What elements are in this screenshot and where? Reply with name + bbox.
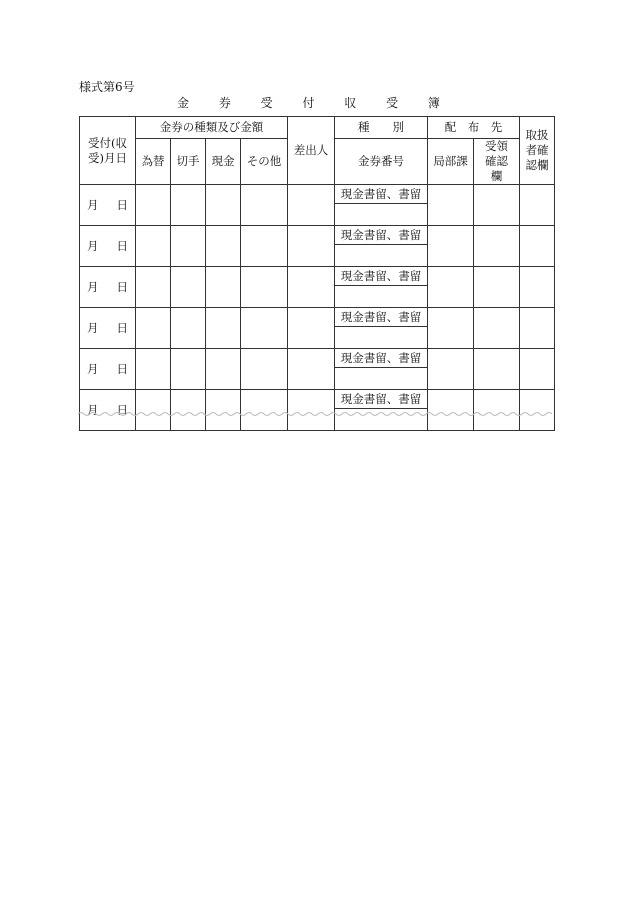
day-label: 日 [116,320,128,335]
month-label: 月 [87,361,99,376]
money-order-cell[interactable] [136,308,171,349]
ledger-table [79,116,555,431]
money-order-cell[interactable] [136,226,171,267]
stamps-cell[interactable] [171,185,206,226]
voucher-number-cell[interactable] [335,204,427,225]
stamps-cell[interactable] [171,349,206,390]
ledger-row [80,226,555,267]
cash-cell[interactable] [206,267,241,308]
header-money-order: 為替 [136,139,171,185]
type-label: 現金書留、書留 [335,390,427,409]
handler-confirm-cell[interactable] [520,308,555,349]
header-cash: 現金 [206,139,241,185]
date-cell[interactable] [80,267,136,308]
cash-cell[interactable] [206,308,241,349]
header-distribution: 配 布 先 [428,117,520,139]
type-cell[interactable] [335,226,428,267]
handler-confirm-cell[interactable] [520,185,555,226]
date-cell[interactable] [80,226,136,267]
ledger-row [80,308,555,349]
type-cell[interactable] [335,185,428,226]
department-cell[interactable] [428,349,474,390]
header-voucher-number: 金券番号 [335,139,428,185]
sender-cell[interactable] [288,308,335,349]
voucher-number-cell[interactable] [335,327,427,348]
day-label: 日 [116,361,128,376]
voucher-number-cell[interactable] [335,245,427,266]
month-label: 月 [87,197,99,212]
type-label: 現金書留、書留 [335,185,427,204]
form-number: 様式第6号 [79,80,135,94]
header-type: 種 別 [335,117,428,139]
other-cell[interactable] [241,267,288,308]
ledger-row [80,267,555,308]
type-cell[interactable] [335,308,428,349]
type-label: 現金書留、書留 [335,349,427,368]
type-label: 現金書留、書留 [335,226,427,245]
header-receipt-confirm: 受領確認欄 [474,139,520,185]
handler-confirm-cell[interactable] [520,267,555,308]
department-cell[interactable] [428,226,474,267]
receipt-confirm-cell[interactable] [474,349,520,390]
other-cell[interactable] [241,185,288,226]
sender-cell[interactable] [288,267,335,308]
sender-cell[interactable] [288,185,335,226]
department-cell[interactable] [428,185,474,226]
other-cell[interactable] [241,308,288,349]
form-title: 金 券 受 付 収 受 簿 [177,96,453,110]
voucher-number-cell[interactable] [335,286,427,307]
type-label: 現金書留、書留 [335,267,427,286]
receipt-confirm-cell[interactable] [474,267,520,308]
other-cell[interactable] [241,349,288,390]
money-order-cell[interactable] [136,349,171,390]
department-cell[interactable] [428,267,474,308]
cash-cell[interactable] [206,185,241,226]
type-label: 現金書留、書留 [335,308,427,327]
stamps-cell[interactable] [171,267,206,308]
receipt-confirm-cell[interactable] [474,226,520,267]
day-label: 日 [116,238,128,253]
month-label: 月 [87,402,99,417]
month-label: 月 [87,238,99,253]
header-kinds-amount: 金券の種類及び金額 [136,117,288,139]
type-cell[interactable] [335,349,428,390]
sender-cell[interactable] [288,349,335,390]
month-label: 月 [87,279,99,294]
torn-edge [78,410,554,418]
handler-confirm-cell[interactable] [520,349,555,390]
stamps-cell[interactable] [171,308,206,349]
stamps-cell[interactable] [171,226,206,267]
other-cell[interactable] [241,226,288,267]
day-label: 日 [116,279,128,294]
day-label: 日 [116,197,128,212]
header-department: 局部課 [428,139,474,185]
header-received-date: 受付(収受)月日 [80,117,136,185]
header-other: その他 [241,139,288,185]
date-cell[interactable] [80,185,136,226]
money-order-cell[interactable] [136,185,171,226]
handler-confirm-cell[interactable] [520,226,555,267]
date-cell[interactable] [80,308,136,349]
header-stamps: 切手 [171,139,206,185]
voucher-number-cell[interactable] [335,368,427,389]
money-order-cell[interactable] [136,267,171,308]
header-sender: 差出人 [288,117,335,185]
sender-cell[interactable] [288,226,335,267]
day-label: 日 [116,402,128,417]
cash-cell[interactable] [206,349,241,390]
ledger-row [80,185,555,226]
header-handler-confirm: 取扱者確認欄 [520,117,555,185]
receipt-confirm-cell[interactable] [474,185,520,226]
month-label: 月 [87,320,99,335]
type-cell[interactable] [335,267,428,308]
date-cell[interactable] [80,349,136,390]
department-cell[interactable] [428,308,474,349]
ledger-row [80,349,555,390]
cash-cell[interactable] [206,226,241,267]
receipt-confirm-cell[interactable] [474,308,520,349]
